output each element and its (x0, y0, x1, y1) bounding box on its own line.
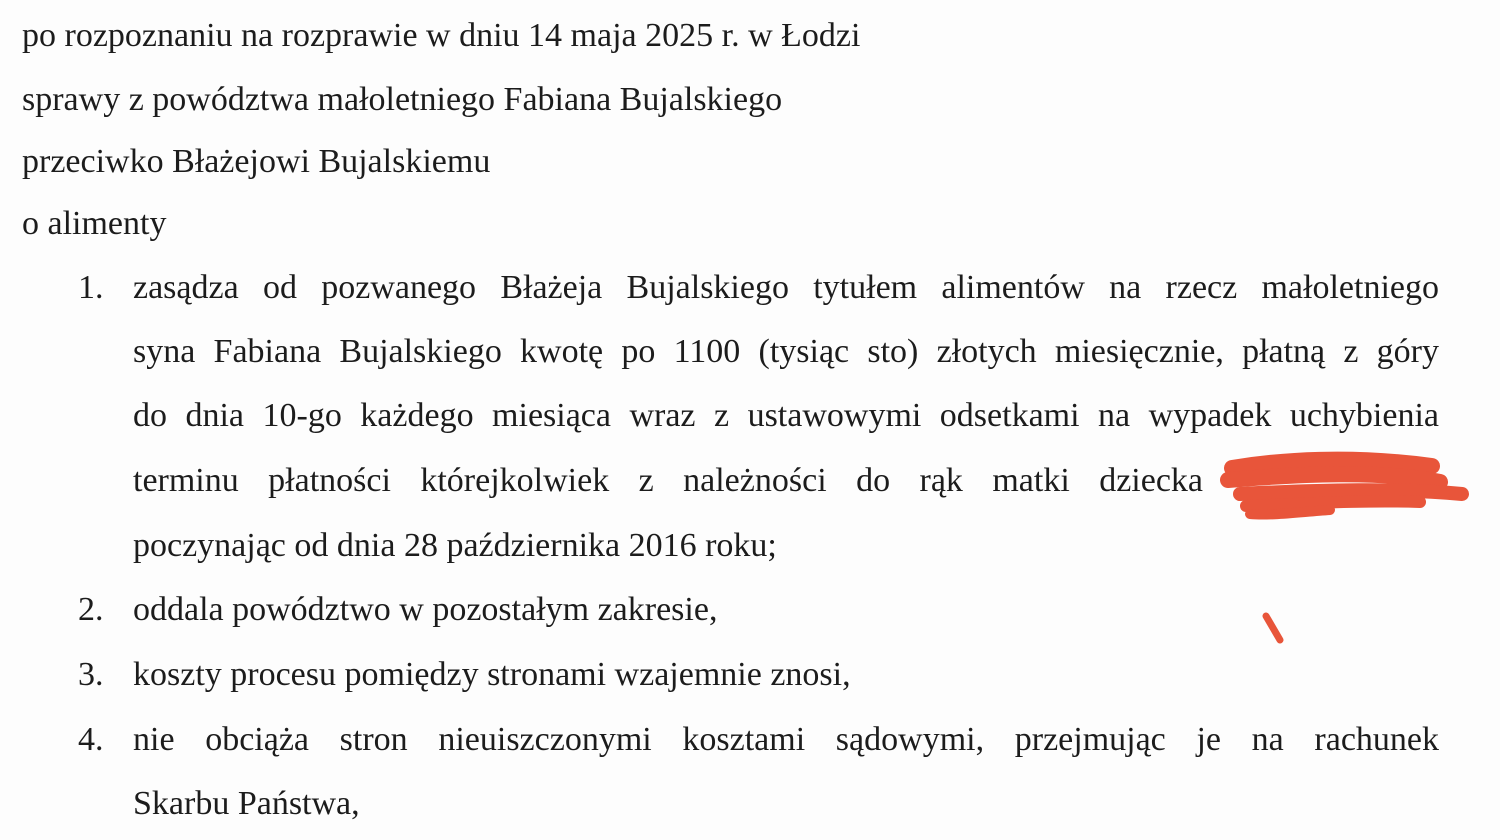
redaction-stray-mark (1266, 616, 1280, 640)
item-number: 4. (78, 721, 104, 758)
item-1-line-5: poczynając od dnia 28 października 2016 roku; (133, 527, 777, 564)
redaction-marker-strokes (1228, 460, 1462, 515)
item-number: 1. (78, 269, 104, 306)
item-number: 2. (78, 591, 104, 628)
item-4-line-1: nie obciąża stron nieuiszczonymi kosztami sądowymi, przejmując je na rachunek (133, 721, 1439, 758)
item-1-line-3: do dnia 10-go każdego miesiąca wraz z ustawowymi odsetkami na wypadek uchybienia (133, 397, 1439, 434)
item-number: 3. (78, 656, 104, 693)
header-line-date: po rozpoznaniu na rozprawie w dniu 14 maja 2025 r. w Łodzi (22, 17, 861, 54)
header-line-case: sprawy z powództwa małoletniego Fabiana Bujalskiego (22, 81, 783, 118)
header-line-defendant: przeciwko Błażejowi Bujalskiemu (22, 143, 491, 180)
item-3-line-1: koszty procesu pomiędzy stronami wzajemnie znosi, (133, 656, 851, 693)
item-2-line-1: oddala powództwo w pozostałym zakresie, (133, 591, 718, 628)
item-1-line-1: zasądza od pozwanego Błażeja Bujalskiego tytułem alimentów na rzecz małoletniego (133, 269, 1439, 306)
item-1-line-4: terminu płatności którejkolwiek z należności do rąk matki dziecka (133, 462, 1203, 499)
header-line-subject: o alimenty (22, 205, 167, 242)
item-4-line-2: Skarbu Państwa, (133, 785, 360, 822)
item-1-line-2: syna Fabiana Bujalskiego kwotę po 1100 (tysiąc sto) złotych miesięcznie, płatną z góry (133, 333, 1439, 370)
